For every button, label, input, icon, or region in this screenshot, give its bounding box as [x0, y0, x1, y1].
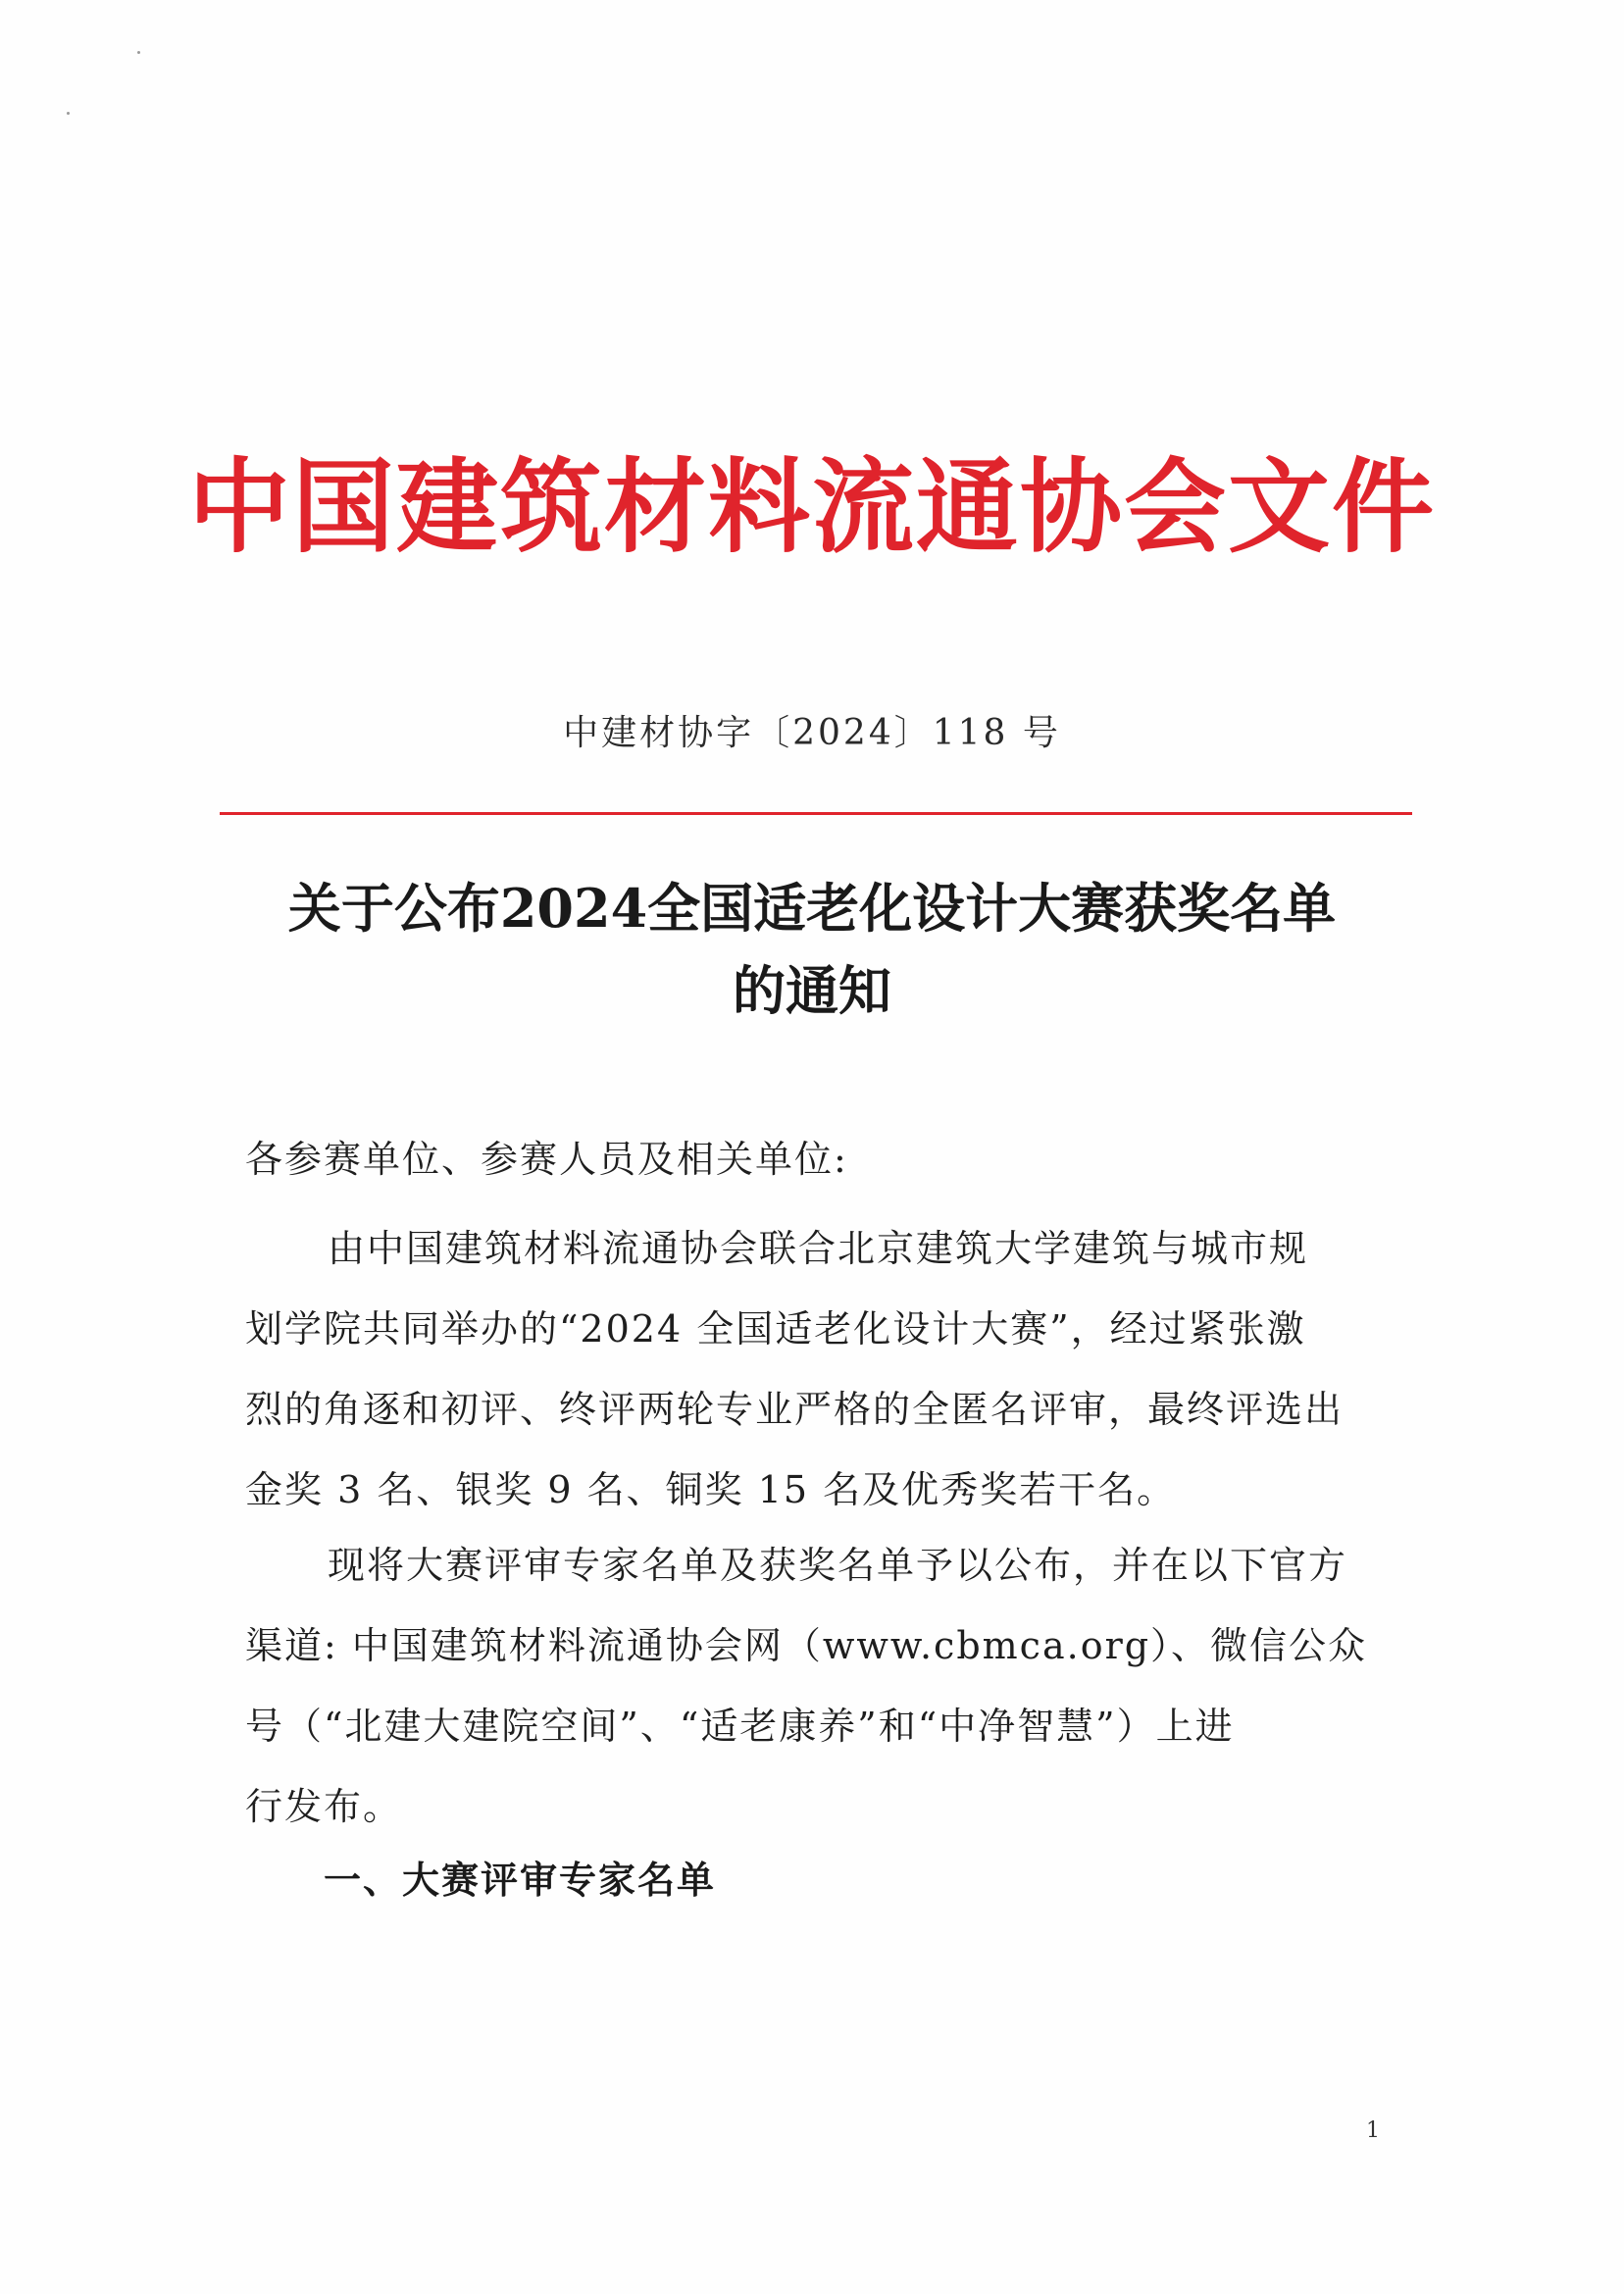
org-letterhead-title: 中国建筑材料流通协会文件: [187, 446, 1436, 567]
section-heading-judges: 一、大赛评审专家名单: [324, 1859, 717, 1902]
paragraph-line: 行发布。: [245, 1785, 403, 1828]
paragraph-line: 由中国建筑材料流通协会联合北京建筑大学建筑与城市规: [328, 1227, 1309, 1270]
paragraph-line: 号（“北建大建院空间”、“适老康养”和“中净智慧”）上进: [245, 1705, 1235, 1748]
page-number: 1: [1366, 2118, 1380, 2143]
paragraph-line: 渠道: 中国建筑材料流通协会网（www.cbmca.org）、微信公众: [245, 1624, 1368, 1667]
paragraph-publication: [245, 1525, 1383, 1847]
paragraph-line: 现将大赛评审专家名单及获奖名单予以公布，并在以下官方: [328, 1544, 1348, 1587]
paragraph-intro: [245, 1208, 1383, 1530]
paragraph-line: 烈的角逐和初评、终评两轮专业严格的全匿名评审，最终评选出: [245, 1388, 1345, 1431]
letterhead-red-divider: [220, 812, 1412, 815]
document-number: 中建材协字〔2024〕118 号: [563, 713, 1061, 753]
paragraph-line: 划学院共同举办的“2024 全国适老化设计大赛”，经过紧张激: [245, 1307, 1306, 1351]
notice-title-line: 的通知: [733, 959, 891, 1022]
paragraph-line: 金奖 3 名、银奖 9 名、铜奖 15 名及优秀奖若干名。: [245, 1468, 1177, 1511]
scan-speck: [67, 112, 70, 115]
salutation: 各参赛单位、参赛人员及相关单位:: [245, 1138, 848, 1181]
notice-title: [196, 867, 1428, 1032]
notice-title-line: 关于公布2024全国适老化设计大赛获奖名单: [287, 877, 1337, 940]
scan-speck: [137, 51, 140, 54]
